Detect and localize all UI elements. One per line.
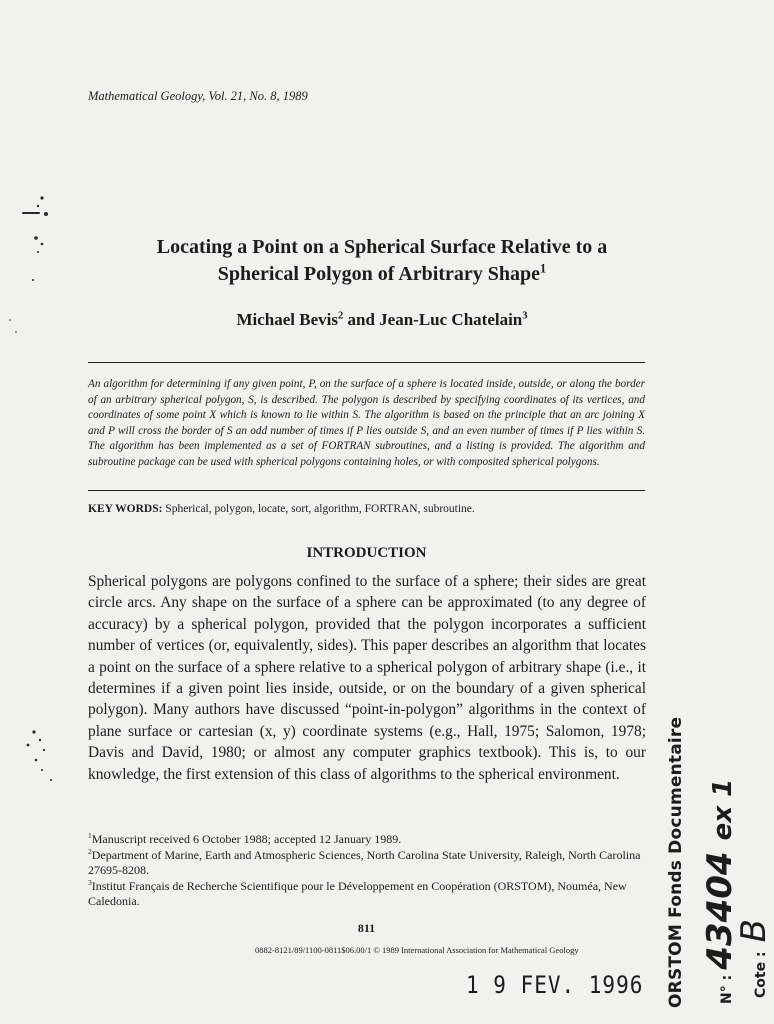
title-line-1: Locating a Point on a Spherical Surface Relative to a (156, 236, 608, 258)
cote-label: Cote : (753, 951, 769, 998)
author-line (80, 310, 684, 330)
footnote-1-mark: 1 (88, 831, 92, 840)
footnote-2 (88, 848, 646, 879)
number-label: N° : (719, 974, 735, 1004)
scan-speck-marks (0, 180, 80, 800)
footnote-2-text: Department of Marine, Earth and Atmospheric Sciences, North Carolina State University, Raleigh, North Carolina 27695-8208. (88, 847, 641, 877)
keywords-list: Spherical, polygon, locate, sort, algorithm, FORTRAN, subroutine. (165, 503, 475, 515)
footnote-1 (88, 832, 646, 848)
introduction-paragraph: Spherical polygons are polygons confined to the surface of a sphere; their sides are great circle arcs. Any shape on the surface of a sphere can be approximated (to any degree of accuracy) by a spherical polygon, provided that the polygon incorporates a sufficient number of vertices (or, equivalently, sides). This paper describes an algorithm that locates a point on the surface of a sphere relative to a spherical polygon of arbitrary shape (i.e., it determines if a given point lies inside, outside, or on the boundary of a given spherical polygon). Many authors have discussed “point-in-polygon” algorithms in the context of plane surface or cartesian (x, y) coordinate systems (e.g., Hall, 1975; Salomon, 1978; Davis and David, 1980; or almost any computer graphics textbook). This is, to our knowledge, the first extension of this class of algorithms to the spherical environment. (88, 573, 646, 783)
orstom-stamp: ORSTOM Fonds Documentaire (666, 716, 686, 1008)
section-heading-introduction: INTRODUCTION (306, 545, 427, 561)
journal-citation: Mathematical Geology, Vol. 21, No. 8, 1989 (88, 89, 308, 103)
footnotes (88, 832, 646, 910)
cote-stamp (734, 919, 774, 998)
paper-title (80, 234, 684, 288)
title-line-2-wrap (80, 261, 684, 288)
author-bevis-mark: 2 (337, 310, 344, 322)
exemplar-note: ex 1 (708, 778, 738, 841)
author-chatelain: Jean-Luc Chatelain (379, 310, 523, 329)
author-chatelain-mark: 3 (522, 310, 528, 322)
footnote-3 (88, 879, 646, 910)
footnote-3-mark: 3 (88, 877, 92, 887)
footnote-3-text: Institut Français de Recherche Scientifique pour le Développement en Coopération (ORSTOM), Nouméa, New Caledonia. (88, 878, 627, 908)
page-number: 811 (357, 921, 376, 935)
author-conjunction: and (347, 310, 375, 329)
abstract-bottom-rule (88, 490, 645, 491)
title-line-2: Spherical Polygon of Arbitrary Shape (217, 263, 541, 285)
abstract-text: An algorithm for determining if any given point, P, on the surface of a sphere is located inside, outside, or along the border of an arbitrary spherical polygon, S, is described. The polygon is described by specifying coordinates of its vertices, and coordinates of some point X which is known to lie within S. The algorithm is based on the principle that an arc joining X and P will cross the border of S an odd number of times if P lies outside S, and an even number of times if P lies within S. The algorithm has been implemented as a set of FORTRAN subroutines, and a listing is provided. The algorithm and subroutine package can be used with spherical polygons containing holes, or with composited spherical polygons. (88, 378, 645, 468)
copyright-line: 0882-8121/89/1100-0811$06.00/1 © 1989 International Association for Mathematical Geology (255, 945, 579, 955)
document-number: 43404 (700, 851, 740, 970)
footnote-1-text: Manuscript received 6 October 1988; accepted 12 January 1989. (91, 832, 402, 846)
footnote-2-mark: 2 (88, 846, 92, 856)
author-bevis: Michael Bevis (236, 310, 338, 329)
title-footnote-mark: 1 (540, 261, 547, 276)
keywords-label: KEY WORDS: (88, 503, 163, 515)
keywords-line (88, 503, 645, 515)
cote-value: B (734, 919, 774, 943)
abstract-top-rule (88, 362, 645, 363)
date-stamp: 1 9 FEV. 1996 (466, 971, 644, 999)
